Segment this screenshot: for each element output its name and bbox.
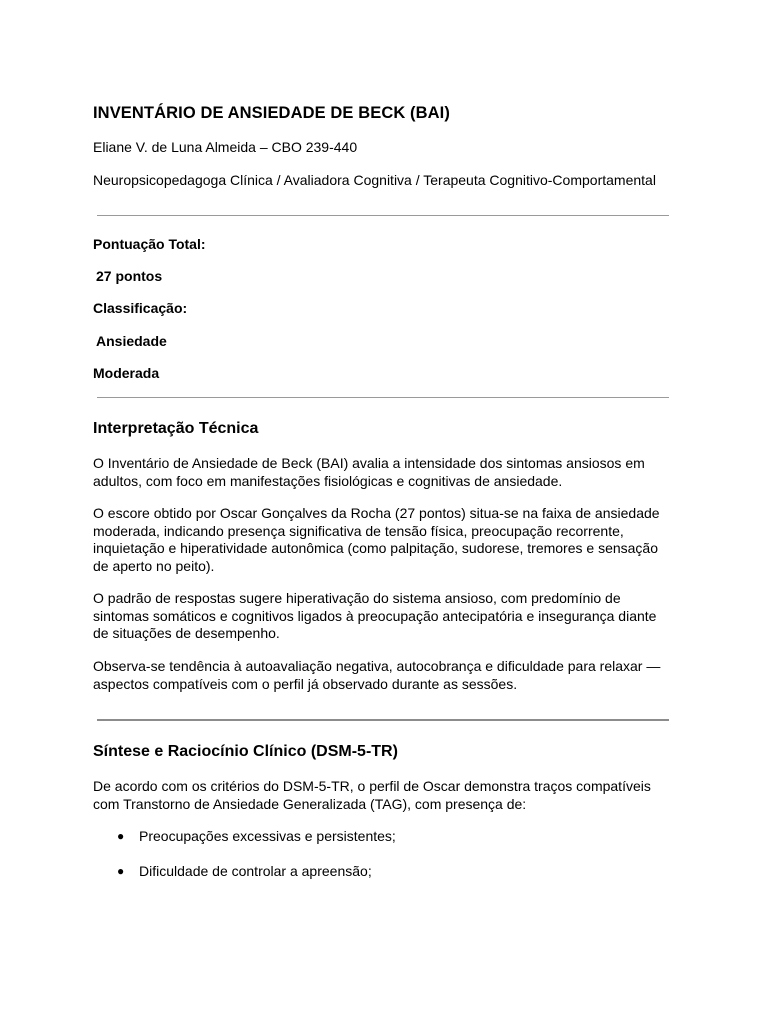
classification-label: Classificação: — [93, 300, 188, 316]
interpretation-paragraph: Observa-se tendência à autoavaliação negativa, autocobrança e dificuldade para relaxar — aspectos compatíveis com o perfil já observado durante as sessões. — [93, 658, 661, 692]
classification-value-line1: Ansiedade — [96, 333, 167, 349]
synthesis-heading: Síntese e Raciocínio Clínico (DSM-5-TR) — [93, 743, 398, 760]
divider-line — [97, 215, 669, 216]
list-item — [93, 863, 396, 898]
list-item-text: Dificuldade de controlar a apreensão; — [139, 863, 372, 879]
author-line: Eliane V. de Luna Almeida – CBO 239-440 — [93, 139, 358, 155]
interpretation-paragraph: O Inventário de Ansiedade de Beck (BAI) avalia a intensidade dos sintomas ansiosos em adultos, com foco em manifestações fisiológicas e cognitivas de ansiedade. — [93, 455, 645, 489]
interpretation-paragraph: O escore obtido por Oscar Gonçalves da Rocha (27 pontos) situa-se na faixa de ansiedade moderada, indicando presença significativa de tensão física, preocupação recorrente, inquietação e hiperatividade autonômica (como palpitação, sudorese, tremores e sensação de aperto no peito). — [93, 505, 660, 574]
synthesis-intro: De acordo com os critérios do DSM-5-TR, o perfil de Oscar demonstra traços compatíveis com Transtorno de Ansiedade Generalizada (TAG), com presença de: — [93, 778, 651, 812]
list-item-text: Preocupações excessivas e persistentes; — [139, 828, 396, 844]
score-value: 27 pontos — [96, 268, 163, 284]
divider-line — [97, 397, 669, 398]
bullet-icon: ● — [117, 829, 125, 843]
document-title: INVENTÁRIO DE ANSIEDADE DE BECK (BAI) — [93, 104, 450, 122]
score-label: Pontuação Total: — [93, 236, 206, 252]
role-line: Neuropsicopedagoga Clínica / Avaliadora Cognitiva / Terapeuta Cognitivo-Comportamental — [93, 172, 656, 188]
classification-value-line2: Moderada — [93, 365, 160, 381]
list-item — [93, 828, 396, 863]
criteria-list — [93, 828, 396, 898]
interpretation-heading: Interpretação Técnica — [93, 420, 259, 437]
bullet-icon: ● — [117, 864, 125, 878]
divider-line — [97, 719, 669, 721]
interpretation-paragraph: O padrão de respostas sugere hiperativação do sistema ansioso, com predomínio de sintomas somáticos e cognitivos ligados à preocupação antecipatória e insegurança diante de situações de desempenho. — [93, 590, 657, 642]
